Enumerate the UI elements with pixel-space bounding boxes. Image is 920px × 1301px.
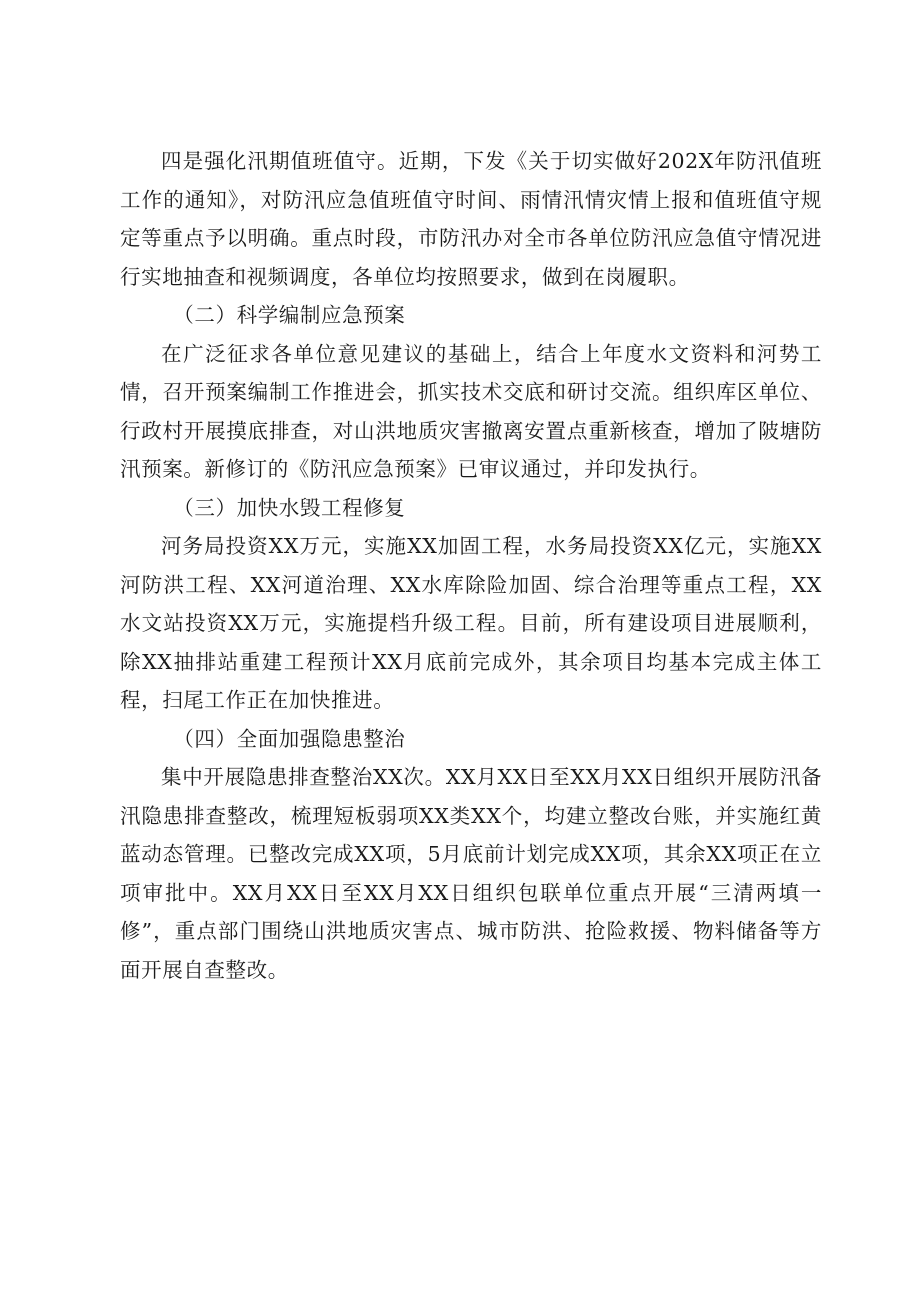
paragraph-duty-watch: 四是强化汛期值班值守。近期，下发《关于切实做好202X年防汛值班工作的通知》，对防汛应急值班值守时间、雨情汛情灾情上报和值班值守规定等重点予以明确。重点时段，市防汛办对全市各单位防汛应急值守情况进行实地抽查和视频调度，各单位均按照要求，做到在岗履职。 xyxy=(120,149,822,289)
paragraph-flood-repair: 河务局投资XX万元，实施XX加固工程，水务局投资XX亿元，实施XX河防洪工程、XX河道治理、XX水库除险加固、综合治理等重点工程，XX水文站投资XX万元，实施提档升级工程。目前，所有建设项目进展顺利，除XX抽排站重建工程预计XX月底前完成外，其余项目均基本完成主体工程，扫尾工作正在加快推进。 xyxy=(120,534,822,712)
paragraph-hazard-rectification: 集中开展隐患排查整治XX次。XX月XX日至XX月XX日组织开展防汛备汛隐患排查整改，梳理短板弱项XX类XX个，均建立整改台账，并实施红黄蓝动态管理。已整改完成XX项，5月底前计划完成XX项，其余XX项正在立项审批中。XX月XX日至XX月XX日组织包联单位重点开展“三清两填一修”，重点部门围绕山洪地质灾害点、城市防洪、抢险救援、物料储备等方面开展自查整改。 xyxy=(120,765,822,982)
paragraph-emergency-plan: 在广泛征求各单位意见建议的基础上，结合上年度水文资料和河势工情，召开预案编制工作推进会，抓实技术交底和研讨交流。组织库区单位、行政村开展摸底排查，对山洪地质灾害撤离安置点重新核查，增加了陂塘防汛预案。新修订的《防汛应急预案》已审议通过，并印发执行。 xyxy=(120,341,822,481)
section-heading-emergency-plan: （二）科学编制应急预案 xyxy=(173,303,406,327)
document-body xyxy=(120,142,822,989)
section-heading-flood-repair: （三）加快水毁工程修复 xyxy=(173,495,406,520)
section-heading-hazard-rectification: （四）全面加强隐患整治 xyxy=(173,726,406,751)
